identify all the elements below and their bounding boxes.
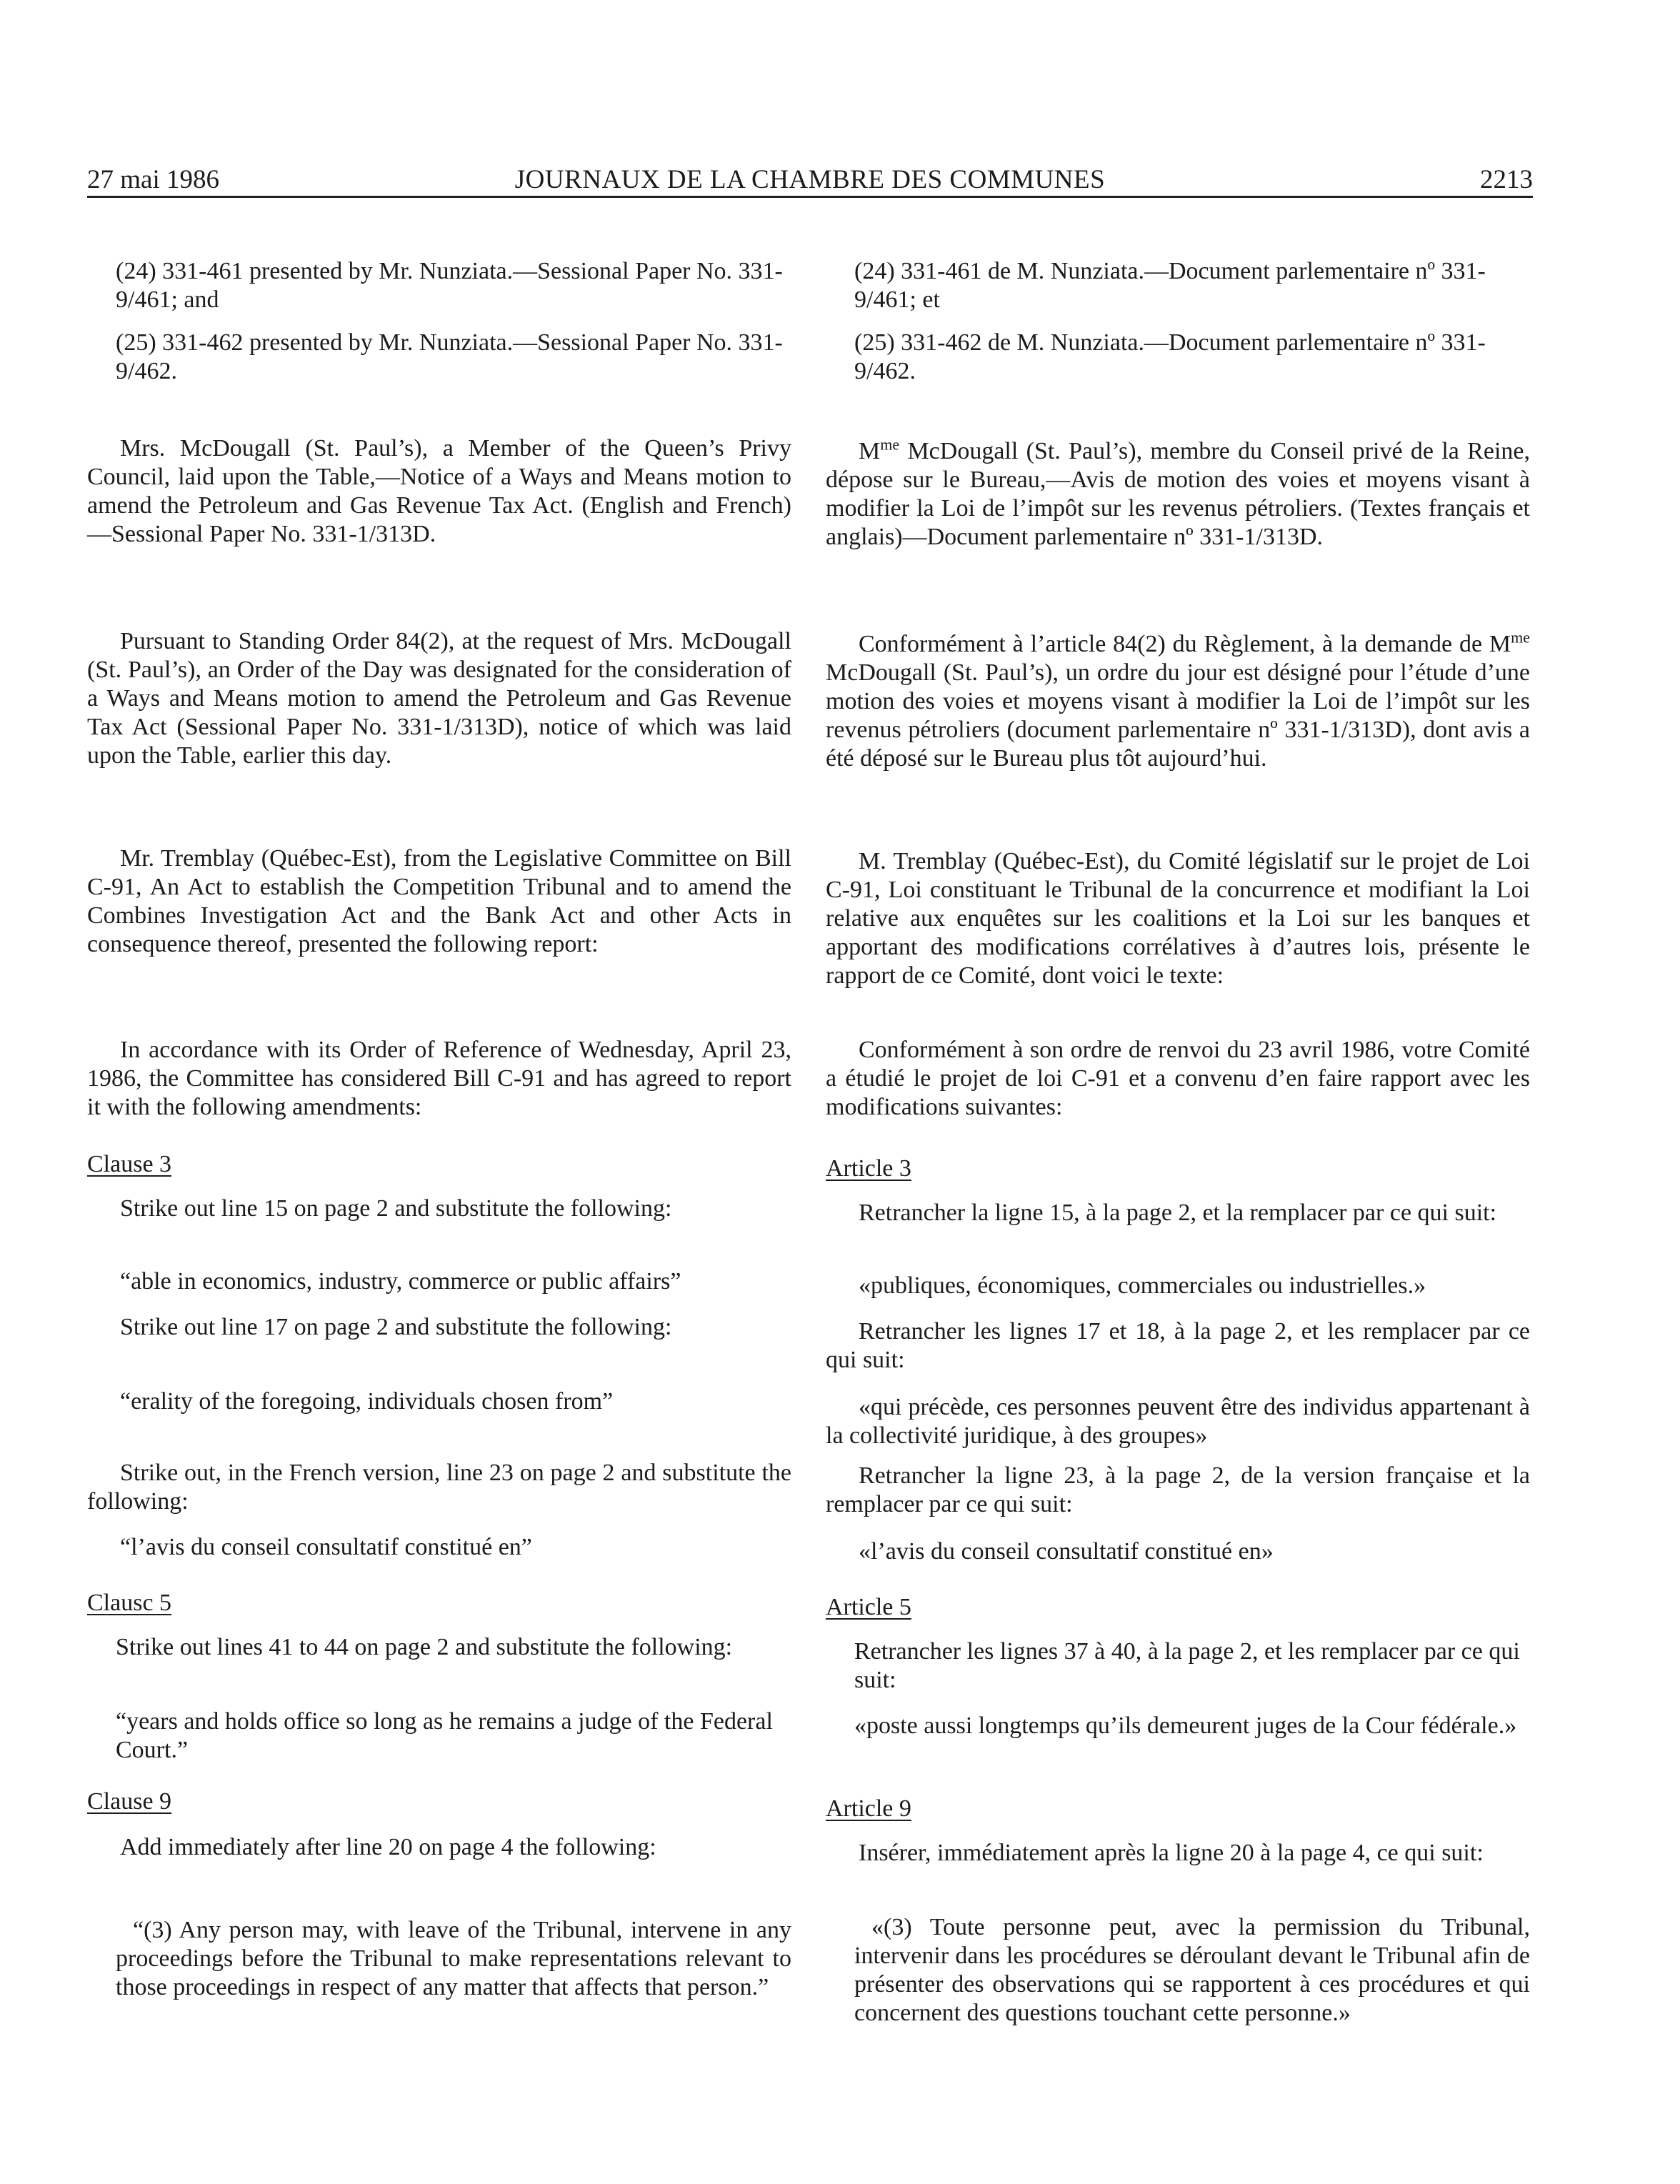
ordre-de-renvoi-paragraph: Conformément à son ordre de renvoi du 23 avril 1986, votre Comité a étudié le projet de loi C-91 et a convenu d’en faire rapport avec les modifications suivantes: (826, 1037, 1530, 1120)
article-3-instruction-1: Retrancher la ligne 15, à la page 2, et la remplacer par ce qui suit: (859, 1200, 1497, 1226)
article-3-quote-3: «l’avis du conseil consultatif constitué en» (859, 1538, 1274, 1565)
article-84-text-start: Conformément à l’article 84(2) du Règlement, à la demande de M (859, 631, 1511, 657)
clause-9-quote: “(3) Any person may, with leave of the Tribunal, intervene in any proceedings before the Tribunal to make representations relevant to those proceedings in respect of any matter that affects that person.” (116, 1917, 791, 2000)
article-5-instruction: Retrancher les lignes 37 à 40, à la page 2, et les remplacer par ce qui suit: (854, 1638, 1520, 1693)
clause-5-instruction: Strike out lines 41 to 44 on page 2 and substitute the following: (116, 1634, 733, 1660)
clause-3-quote-2: “erality of the foregoing, individuals chosen from” (120, 1388, 614, 1415)
article-3-instruction-2: Retrancher les lignes 17 et 18, à la page 2, et les remplacer par ce qui suit: (826, 1318, 1530, 1373)
mme-superscript-2: me (1511, 628, 1530, 647)
standing-order-paragraph: Pursuant to Standing Order 84(2), at the request of Mrs. McDougall (St. Paul’s), an Order of the Day was designated for the consideration of a Ways and Means motion to amend the Petroleum and Gas Revenue Tax Act (Sessional Paper No. 331-1/313D), notice of which was laid upon the Table, earlier this day. (87, 628, 791, 769)
article-84-text-end: McDougall (St. Paul’s), un ordre du jour est désigné pour l’étude d’une motion des voies et moyens visant à modifier la Loi de l’impôt sur les revenus pétroliers (document parlementaire nº 331-1/313D), dont avis a été déposé sur le Bureau plus tôt aujourd’hui. (826, 659, 1530, 772)
article-9-heading: Article 9 (826, 1795, 911, 1822)
article-9-quote: «(3) Toute personne peut, avec la permission du Tribunal, intervenir dans les procédures se déroulant devant le Tribunal afin de présenter des observations qui se rapportent à ces procédures et qui concernent des questions touchant cette personne.» (854, 1914, 1530, 2026)
clause-3-instruction-3: Strike out, in the French version, line 23 on page 2 and substitute the following: (87, 1460, 791, 1515)
clause-5-heading: Clausc 5 (87, 1590, 172, 1616)
clause-9-heading: Clause 9 (87, 1788, 172, 1815)
article-9-instruction: Insérer, immédiatement après la ligne 20 à la page 4, ce qui suit: (859, 1840, 1484, 1866)
clause-3-quote-3: “l’avis du conseil consultatif constitué en” (120, 1534, 532, 1560)
clause-5-quote: “years and holds office so long as he remains a judge of the Federal Court.” (116, 1708, 773, 1763)
order-of-reference-paragraph: In accordance with its Order of Reference of Wednesday, April 23, 1986, the Committee has considered Bill C-91 and has agreed to report it with the following amendments: (87, 1037, 791, 1120)
article-84-paragraph (826, 630, 1530, 773)
journal-title: JOURNAUX DE LA CHAMBRE DES COMMUNES (514, 165, 1106, 194)
header-date: 27 mai 1986 (87, 165, 219, 194)
clause-3-heading: Clause 3 (87, 1151, 172, 1177)
page-number: 2213 (1480, 165, 1533, 194)
mme-superscript: me (880, 435, 900, 454)
clause-9-instruction: Add immediately after line 20 on page 4 the following: (120, 1834, 656, 1860)
mme-prefix: M (859, 438, 881, 464)
article-3-quote-2: «qui précède, ces personnes peuvent être des individus appartenant à la collectivité juridique, à des groupes» (826, 1394, 1530, 1449)
article-3-quote-1: «publiques, économiques, commerciales ou industrielles.» (859, 1272, 1426, 1299)
tremblay-rapport-paragraph: M. Tremblay (Québec-Est), du Comité législatif sur le projet de Loi C-91, Loi constituant le Tribunal de la concurrence et modifiant la Loi relative aux enquêtes sur les coalitions et la Loi sur les banques et apportant des modifications corrélatives à d’autres lois, présente le rapport de ce Comité, dont voici le texte: (826, 848, 1530, 989)
article-5-heading: Article 5 (826, 1594, 911, 1620)
article-3-instruction-3: Retrancher la ligne 23, à la page 2, de la version française et la remplacer par ce qui suit: (826, 1462, 1530, 1517)
sessional-paper-24: (24) 331-461 presented by Mr. Nunziata.—Sessional Paper No. 331-9/461; and (116, 258, 783, 313)
page-header (87, 161, 1533, 199)
clause-3-quote-1: “able in economics, industry, commerce or public affairs” (120, 1268, 681, 1295)
sessional-paper-25: (25) 331-462 presented by Mr. Nunziata.—Sessional Paper No. 331-9/462. (116, 329, 783, 384)
mcdougall-depot-paragraph (826, 437, 1530, 552)
article-5-quote: «poste aussi longtemps qu’ils demeurent juges de la Cour fédérale.» (854, 1712, 1517, 1739)
mcdougall-tabled-paragraph: Mrs. McDougall (St. Paul’s), a Member of the Queen’s Privy Council, laid upon the Table,—Notice of a Ways and Means motion to amend the Petroleum and Gas Revenue Tax Act. (English and French)—Sessional Paper No. 331-1/313D. (87, 435, 791, 547)
document-parlementaire-25: (25) 331-462 de M. Nunziata.—Document parlementaire nº 331-9/462. (854, 329, 1486, 384)
header-rule (87, 196, 1533, 198)
document-parlementaire-24: (24) 331-461 de M. Nunziata.—Document parlementaire nº 331-9/461; et (854, 258, 1486, 313)
clause-3-instruction-1: Strike out line 15 on page 2 and substitute the following: (120, 1195, 672, 1222)
clause-3-instruction-2: Strike out line 17 on page 2 and substitute the following: (120, 1314, 672, 1340)
mcdougall-depot-text: McDougall (St. Paul’s), membre du Conseil privé de la Reine, dépose sur le Bureau,—Avis de motion des voies et moyens visant à modifier la Loi de l’impôt sur les revenus pétroliers. (Textes français et anglais)—Document parlementaire nº 331-1/313D. (826, 438, 1530, 550)
tremblay-report-paragraph: Mr. Tremblay (Québec-Est), from the Legislative Committee on Bill C-91, An Act to establish the Competition Tribunal and to amend the Combines Investigation Act and the Bank Act and other Acts in consequence thereof, presented the following report: (87, 845, 791, 957)
article-3-heading: Article 3 (826, 1155, 911, 1182)
